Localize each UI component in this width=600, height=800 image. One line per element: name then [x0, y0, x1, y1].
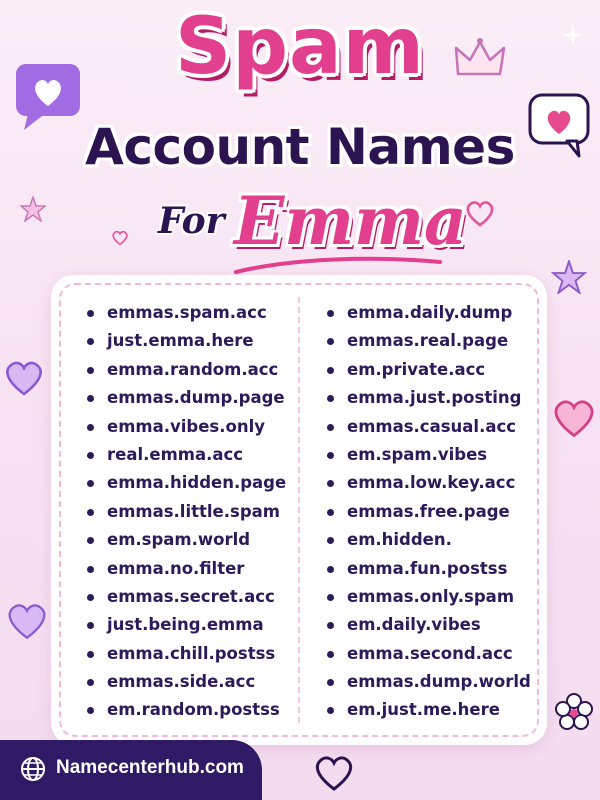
bullet-icon [327, 338, 334, 345]
names-card [51, 275, 547, 745]
bullet-icon [87, 707, 94, 714]
list-item [323, 640, 531, 668]
list-item [83, 413, 286, 441]
bullet-icon [327, 509, 334, 516]
bullet-icon [327, 707, 334, 714]
bullet-icon [87, 679, 94, 686]
star-icon [20, 196, 46, 222]
bullet-icon [87, 594, 94, 601]
name-text: just.being.emma [107, 615, 264, 635]
list-item [323, 441, 531, 469]
globe-icon [20, 756, 46, 782]
name-text: emmas.little.spam [107, 501, 280, 521]
name-text: emma.random.acc [107, 359, 279, 379]
bullet-icon [327, 679, 334, 686]
name-text: em.hidden. [347, 530, 452, 550]
name-text: em.daily.vibes [347, 615, 481, 635]
name-text: emma.chill.postss [107, 643, 276, 663]
heart-icon [110, 228, 130, 246]
name-text: emma.daily.dump [347, 303, 513, 322]
title-underline-swash [234, 252, 444, 276]
footer-badge [0, 740, 262, 800]
bullet-icon [87, 310, 94, 317]
name-text: emmas.spam.acc [107, 303, 267, 322]
name-text: emmas.free.page [347, 501, 510, 521]
name-text: emmas.only.spam [347, 586, 515, 606]
star-icon [551, 260, 587, 294]
list-item [83, 640, 286, 668]
website-link[interactable]: Namecenterhub.com [56, 757, 244, 778]
list-item [83, 498, 286, 526]
bullet-icon [327, 367, 334, 374]
title-spam: Spam [175, 2, 425, 92]
list-item [323, 413, 531, 441]
bullet-icon [327, 424, 334, 431]
name-text: em.just.me.here [347, 700, 500, 720]
list-item [323, 696, 531, 724]
name-text: emmas.real.page [347, 331, 509, 351]
bullet-icon [87, 452, 94, 459]
list-item [83, 327, 286, 355]
column-divider [298, 297, 300, 723]
name-text: em.random.postss [107, 700, 280, 720]
list-item [83, 555, 286, 583]
bullet-icon [327, 452, 334, 459]
title-for: For [158, 200, 225, 242]
list-item [323, 555, 531, 583]
name-text: emmas.dump.world [347, 672, 531, 692]
list-item [83, 356, 286, 384]
name-text: emmas.side.acc [107, 672, 256, 692]
name-text: emma.fun.postss [347, 558, 508, 578]
bullet-icon [87, 367, 94, 374]
list-item [323, 384, 531, 412]
list-item [323, 299, 531, 327]
list-item [83, 696, 286, 724]
list-item [83, 526, 286, 554]
name-text: emmas.secret.acc [107, 586, 275, 606]
name-text: emma.hidden.page [107, 473, 287, 493]
list-item [323, 668, 531, 696]
list-item [323, 526, 531, 554]
name-text: emma.low.key.acc [347, 473, 516, 493]
names-list-right [323, 299, 531, 725]
list-item [83, 384, 286, 412]
heart-icon [0, 352, 48, 400]
list-item [323, 611, 531, 639]
bullet-icon [327, 622, 334, 629]
bullet-icon [327, 594, 334, 601]
heart-icon [310, 748, 358, 794]
bullet-icon [87, 651, 94, 658]
list-item [323, 583, 531, 611]
title-account-names: Account Names [85, 118, 515, 176]
bullet-icon [327, 480, 334, 487]
name-text: emma.second.acc [347, 643, 513, 663]
name-text: em.spam.world [107, 530, 251, 550]
list-item [83, 469, 286, 497]
list-item [323, 327, 531, 355]
bullet-icon [87, 622, 94, 629]
heart-icon [462, 196, 498, 228]
list-item [83, 611, 286, 639]
bullet-icon [327, 651, 334, 658]
name-text: emma.no.filter [107, 558, 245, 578]
name-text: em.spam.vibes [347, 444, 488, 464]
name-text: em.private.acc [347, 359, 486, 379]
list-item [323, 498, 531, 526]
list-item [323, 469, 531, 497]
names-list-left [83, 299, 286, 725]
name-text: real.emma.acc [107, 444, 244, 464]
name-text: emma.just.posting [347, 388, 522, 408]
bullet-icon [327, 310, 334, 317]
list-item [83, 583, 286, 611]
bullet-icon [327, 566, 334, 573]
bullet-icon [87, 395, 94, 402]
bullet-icon [87, 424, 94, 431]
list-item [83, 668, 286, 696]
list-item [83, 299, 286, 327]
name-text: emmas.casual.acc [347, 416, 517, 436]
title-emma: Emma [234, 182, 467, 260]
bullet-icon [87, 509, 94, 516]
name-text: emmas.dump.page [107, 388, 285, 408]
bullet-icon [327, 395, 334, 402]
list-item [83, 441, 286, 469]
list-item [323, 356, 531, 384]
name-text: just.emma.here [107, 331, 254, 351]
bullet-icon [87, 338, 94, 345]
bullet-icon [87, 566, 94, 573]
flower-icon [554, 692, 594, 732]
heart-icon [2, 582, 52, 656]
name-text: emma.vibes.only [107, 416, 265, 436]
heart-icon [548, 388, 600, 444]
bullet-icon [87, 480, 94, 487]
bullet-icon [327, 537, 334, 544]
bullet-icon [87, 537, 94, 544]
